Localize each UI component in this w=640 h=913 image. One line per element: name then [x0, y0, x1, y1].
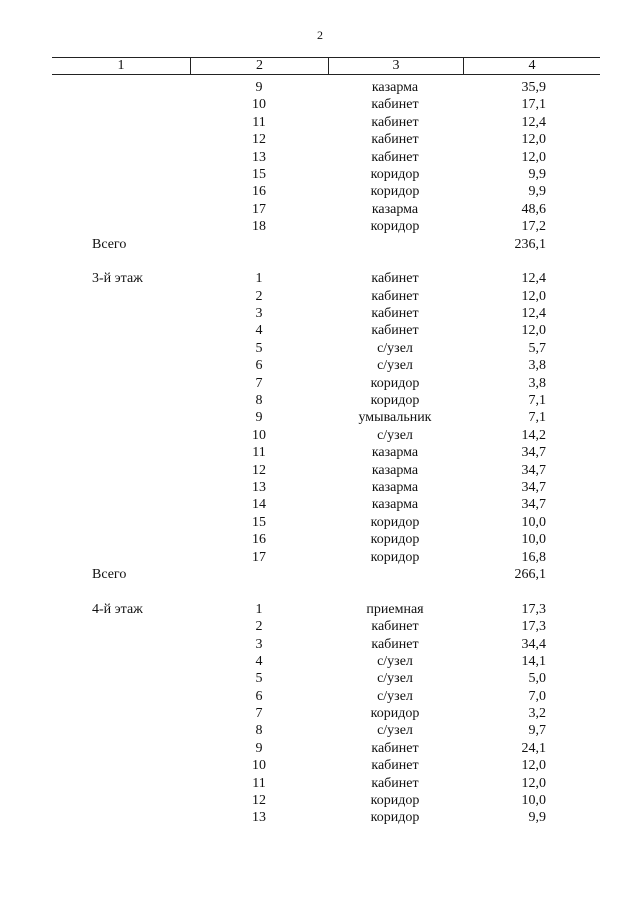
room-area: 14,1: [521, 653, 546, 669]
room-type: кабинет: [371, 132, 419, 148]
page-number: 2: [317, 28, 323, 42]
room-area: 7,1: [528, 393, 546, 409]
room-type: приемная: [366, 601, 424, 617]
room-number: 7: [255, 706, 263, 722]
room-type: кабинет: [371, 740, 419, 756]
room-area: 48,6: [521, 201, 546, 217]
table-row: [0, 236, 640, 253]
room-number: 11: [252, 775, 266, 791]
table-row: [0, 618, 640, 635]
header-col-3: 3: [392, 58, 400, 73]
room-type: кабинет: [371, 323, 419, 339]
table-row: [0, 444, 640, 461]
room-area: 17,3: [521, 601, 546, 617]
room-type: кабинет: [371, 271, 419, 287]
room-area: 5,0: [528, 671, 546, 687]
room-type: кабинет: [371, 636, 419, 652]
room-area: 12,4: [521, 114, 546, 130]
room-area: 12,0: [521, 132, 546, 148]
room-area: 12,0: [521, 149, 546, 165]
room-type: коридор: [370, 706, 420, 722]
table-row: [0, 670, 640, 687]
room-number: 12: [252, 132, 266, 148]
table-row: [0, 357, 640, 374]
table-row: [0, 375, 640, 392]
room-area: 12,4: [521, 306, 546, 322]
room-type: казарма: [371, 497, 419, 513]
table-row: [0, 149, 640, 166]
room-number: 8: [255, 723, 263, 739]
room-type: кабинет: [371, 97, 419, 113]
room-number: 9: [255, 740, 263, 756]
table-row: [0, 792, 640, 809]
room-area: 5,7: [528, 340, 546, 356]
room-number: 3: [255, 306, 263, 322]
room-type: коридор: [370, 219, 420, 235]
room-type: кабинет: [371, 149, 419, 165]
room-number: 6: [255, 688, 263, 704]
room-area: 24,1: [521, 740, 546, 756]
table-header: [52, 57, 600, 75]
table-row: [0, 409, 640, 426]
table-row: [0, 653, 640, 670]
room-type: коридор: [370, 166, 420, 182]
room-area: 14,2: [521, 427, 546, 443]
room-type: кабинет: [371, 619, 419, 635]
room-area: 17,2: [521, 219, 546, 235]
table-row: [0, 636, 640, 653]
row-spacer: [0, 253, 640, 270]
room-type: кабинет: [371, 775, 419, 791]
header-col-4: 4: [528, 58, 536, 73]
room-area: 3,2: [528, 706, 546, 722]
room-number: 13: [252, 479, 266, 495]
room-number: 10: [252, 427, 266, 443]
table-row: [0, 775, 640, 792]
room-area: 10,0: [521, 793, 546, 809]
room-area: 9,7: [528, 723, 546, 739]
table-row: [0, 114, 640, 131]
table-row: [0, 809, 640, 826]
room-area: 34,7: [521, 497, 546, 513]
room-number: 17: [252, 201, 266, 217]
room-area: 16,8: [521, 549, 546, 565]
table-row: [0, 688, 640, 705]
room-number: 13: [252, 810, 266, 826]
room-area: 12,0: [521, 288, 546, 304]
room-area: 34,7: [521, 462, 546, 478]
table-row: [0, 131, 640, 148]
table-row: [0, 201, 640, 218]
room-area: 3,8: [528, 375, 546, 391]
room-type: коридор: [370, 532, 420, 548]
floor-label: 4-й этаж: [92, 601, 143, 617]
room-number: 2: [255, 619, 263, 635]
room-area: 7,1: [528, 410, 546, 426]
table-row: [0, 392, 640, 409]
room-area: 266,1: [514, 566, 546, 582]
table-row: [0, 79, 640, 96]
room-type: казарма: [371, 201, 419, 217]
room-area: 12,0: [521, 323, 546, 339]
room-type: коридор: [370, 184, 420, 200]
header-col-1: 1: [117, 58, 125, 73]
room-type: с/узел: [377, 671, 413, 687]
room-number: 9: [255, 410, 263, 426]
room-type: коридор: [370, 514, 420, 530]
table-row: [0, 322, 640, 339]
room-type: с/узел: [377, 653, 413, 669]
room-type: коридор: [370, 393, 420, 409]
room-number: 12: [252, 462, 266, 478]
room-area: 10,0: [521, 514, 546, 530]
room-number: 2: [255, 288, 263, 304]
table-row: [0, 96, 640, 113]
table-row: [0, 305, 640, 322]
room-type: кабинет: [371, 288, 419, 304]
room-type: кабинет: [371, 114, 419, 130]
room-number: 6: [255, 358, 263, 374]
room-number: 14: [252, 497, 266, 513]
room-number: 17: [252, 549, 266, 565]
room-number: 3: [255, 636, 263, 652]
room-area: 12,0: [521, 775, 546, 791]
room-number: 5: [255, 340, 263, 356]
table-row: [0, 757, 640, 774]
room-area: 12,0: [521, 758, 546, 774]
room-area: 12,4: [521, 271, 546, 287]
room-area: 34,4: [521, 636, 546, 652]
room-type: с/узел: [377, 688, 413, 704]
table-row: [0, 549, 640, 566]
room-number: 16: [252, 184, 266, 200]
room-number: 7: [255, 375, 263, 391]
table-row: [0, 183, 640, 200]
row-spacer: [0, 583, 640, 600]
room-type: казарма: [371, 479, 419, 495]
room-type: коридор: [370, 793, 420, 809]
room-type: кабинет: [371, 758, 419, 774]
room-number: 1: [255, 601, 263, 617]
table-row: [0, 166, 640, 183]
table-row: [0, 218, 640, 235]
room-type: с/узел: [377, 427, 413, 443]
room-number: 15: [252, 166, 266, 182]
room-type: коридор: [370, 810, 420, 826]
room-type: кабинет: [371, 306, 419, 322]
room-type: казарма: [371, 80, 419, 95]
table-row: [0, 566, 640, 583]
room-number: 8: [255, 393, 263, 409]
room-area: 9,9: [528, 166, 546, 182]
table-row: [0, 601, 640, 618]
room-number: 10: [252, 97, 266, 113]
table-row: [0, 288, 640, 305]
room-number: 4: [255, 653, 263, 669]
room-number: 12: [252, 793, 266, 809]
floor-label: Всего: [92, 566, 127, 582]
room-type: с/узел: [377, 723, 413, 739]
room-number: 11: [252, 114, 266, 130]
room-type: с/узел: [377, 358, 413, 374]
table-row: [0, 705, 640, 722]
table-row: [0, 479, 640, 496]
room-number: 16: [252, 532, 266, 548]
room-number: 1: [255, 271, 263, 287]
room-number: 5: [255, 671, 263, 687]
room-area: 9,9: [528, 184, 546, 200]
room-area: 9,9: [528, 810, 546, 826]
room-area: 3,8: [528, 358, 546, 374]
room-area: 34,7: [521, 479, 546, 495]
table-row: [0, 427, 640, 444]
room-type: коридор: [370, 375, 420, 391]
room-type: с/узел: [377, 340, 413, 356]
room-number: 10: [252, 758, 266, 774]
floor-label: 3-й этаж: [92, 271, 143, 287]
room-number: 15: [252, 514, 266, 530]
room-type: умывальник: [358, 410, 432, 426]
room-type: казарма: [371, 462, 419, 478]
room-area: 17,3: [521, 619, 546, 635]
room-number: 13: [252, 149, 266, 165]
table-row: [0, 340, 640, 357]
room-area: 7,0: [528, 688, 546, 704]
room-number: 4: [255, 323, 263, 339]
table-row: [0, 740, 640, 757]
table-row: [0, 496, 640, 513]
room-area: 10,0: [521, 532, 546, 548]
room-number: 18: [252, 219, 266, 235]
room-type: казарма: [371, 445, 419, 461]
table-row: [0, 514, 640, 531]
table-body: [0, 79, 640, 827]
room-number: 9: [255, 80, 263, 95]
room-area: 35,9: [521, 80, 546, 95]
room-area: 17,1: [521, 97, 546, 113]
table-row: [0, 531, 640, 548]
table-row: [0, 270, 640, 287]
table-row: [0, 462, 640, 479]
room-area: 236,1: [514, 236, 546, 252]
room-number: 11: [252, 445, 266, 461]
table-row: [0, 722, 640, 739]
header-col-2: 2: [256, 58, 263, 73]
floor-label: Всего: [92, 236, 127, 252]
room-type: коридор: [370, 549, 420, 565]
room-area: 34,7: [521, 445, 546, 461]
